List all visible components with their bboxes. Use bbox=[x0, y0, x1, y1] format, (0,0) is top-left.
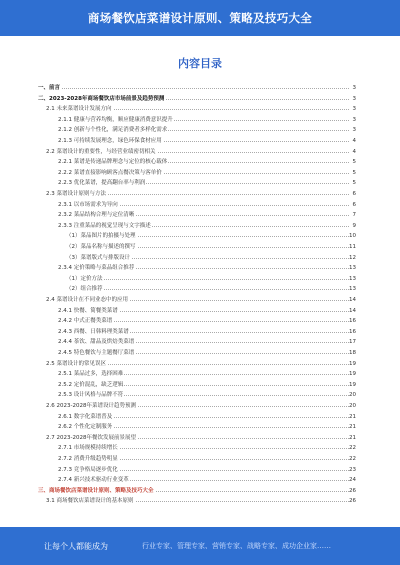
toc-entry-text: （1）菜品图片的拍摄与处理 bbox=[66, 233, 136, 240]
toc-page-number: 22 bbox=[349, 445, 356, 452]
toc-entry-text: 2.4.5 特色餐饮与主题餐厅菜谱 bbox=[58, 350, 135, 356]
toc-entry[interactable] bbox=[46, 402, 356, 410]
toc-page-number: 3 bbox=[349, 116, 356, 124]
toc-page-number: 19 bbox=[349, 371, 356, 378]
toc-page-number: 3 bbox=[349, 84, 356, 92]
toc-page-number: 6 bbox=[349, 190, 356, 198]
toc-entry[interactable] bbox=[58, 137, 356, 145]
toc-entry[interactable] bbox=[58, 444, 356, 452]
toc-page-number: 19 bbox=[349, 360, 356, 367]
toc-page-number: 14 bbox=[349, 307, 356, 314]
toc-entry[interactable] bbox=[66, 254, 356, 262]
toc-entry[interactable] bbox=[58, 328, 356, 336]
toc-page-number: 14 bbox=[349, 297, 356, 303]
toc-entry-text: 2.7 2023-2028年餐饮发展前景展望 bbox=[46, 434, 136, 441]
toc-entry[interactable] bbox=[46, 190, 356, 198]
toc-page-number: 21 bbox=[349, 424, 356, 431]
toc-entry[interactable] bbox=[58, 116, 356, 124]
toc-entry-text: 2.2.1 菜谱是传递品牌理念与定位的核心载体 bbox=[58, 159, 168, 166]
toc-page-number: 13 bbox=[349, 265, 356, 272]
toc-page-number: 10 bbox=[349, 233, 356, 240]
toc-page-number: 22 bbox=[349, 456, 356, 462]
toc-page-number: 17 bbox=[349, 339, 356, 346]
toc-page-number: 16 bbox=[349, 318, 356, 325]
toc-entry[interactable] bbox=[58, 455, 356, 463]
toc-page-number: 24 bbox=[349, 477, 356, 484]
toc-entry-text: 2.6.2 个性化定制服务 bbox=[58, 424, 113, 431]
toc-page-number: 9 bbox=[349, 222, 356, 230]
footer-slogan: 让每个人都能成为 bbox=[44, 542, 108, 551]
toc-entry[interactable] bbox=[46, 105, 356, 113]
toc-entry-text: （1）定价方法 bbox=[66, 275, 103, 282]
toc-entry[interactable] bbox=[58, 391, 356, 399]
toc-page-number: 3 bbox=[349, 105, 356, 113]
toc-entry[interactable] bbox=[58, 413, 356, 421]
toc-page-number: 18 bbox=[349, 350, 356, 356]
toc-page-number: 21 bbox=[349, 413, 356, 420]
toc-entry[interactable] bbox=[58, 381, 356, 389]
toc-entry-text: 2.6 2023-2028年菜谱设计趋势预测 bbox=[46, 403, 136, 409]
toc-entry-text: 2.4.1 快餐、简餐类菜谱 bbox=[58, 307, 118, 314]
toc-entry[interactable] bbox=[58, 264, 356, 272]
toc-entry[interactable] bbox=[66, 275, 356, 283]
toc-entry-text: （3）菜谱版式与排版设计 bbox=[66, 254, 131, 261]
toc-entry-text: 2.2.3 优化菜谱，提高翻台率与利润 bbox=[58, 180, 146, 187]
toc-page-number: 26 bbox=[349, 487, 356, 494]
toc-entry[interactable] bbox=[46, 360, 356, 368]
toc-entry-text: 2.7.1 市场规模持续增长 bbox=[58, 445, 118, 452]
toc-entry-text: 一、前言 bbox=[38, 85, 61, 91]
toc-entry[interactable] bbox=[46, 434, 356, 442]
toc-entry[interactable] bbox=[58, 222, 356, 230]
toc-entry[interactable] bbox=[58, 158, 356, 166]
toc-entry-text: 2.7.3 竞争格局逐步优化 bbox=[58, 466, 118, 473]
toc-leader-dots bbox=[76, 279, 349, 281]
toc-entry-text: 2.4.4 茶饮、甜品及烘焙类菜谱 bbox=[58, 339, 135, 346]
toc-entry[interactable] bbox=[58, 476, 356, 484]
toc-entry-text: 2.1.2 创新与个性化，满足消费者多样化需求 bbox=[58, 127, 168, 134]
toc-entry-text: 2.2.2 菜谱直接影响顾客点餐决策与客单价 bbox=[58, 169, 162, 176]
footer-roles: 行业专家、管理专家、营销专家、战略专家、成功企业家…… bbox=[142, 542, 331, 550]
toc-entry-text: 三、商场餐饮店菜谱设计原则、策略及技巧大全 bbox=[38, 487, 154, 494]
toc-entry-text: 2.3.1 以市场需求为导向 bbox=[58, 201, 118, 208]
toc-page-number: 5 bbox=[349, 158, 356, 166]
toc-entry[interactable] bbox=[46, 497, 356, 505]
toc-page-number: 5 bbox=[349, 169, 356, 177]
toc-page-number: 26 bbox=[349, 498, 356, 505]
toc-page-number: 12 bbox=[349, 254, 356, 261]
toc-page-number: 13 bbox=[349, 286, 356, 293]
toc-entry-text: 2.5 菜谱设计的常见误区 bbox=[46, 360, 106, 367]
document-title: 商场餐饮店菜谱设计原则、策略及技巧大全 bbox=[87, 11, 313, 25]
toc-page-number: 21 bbox=[349, 434, 356, 441]
toc-entry-text: 2.3 菜谱设计原则与方法 bbox=[46, 191, 106, 197]
toc-page-number: 3 bbox=[349, 126, 356, 134]
toc-leader-dots bbox=[76, 289, 349, 291]
toc-page-number: 23 bbox=[349, 466, 356, 473]
toc-entry-text: 2.3.4 定价策略与菜品组合推荐 bbox=[58, 265, 135, 272]
toc-entry-text: 2.7.4 新兴技术驱动行业变革 bbox=[58, 477, 129, 484]
toc-entry-text: 2.7.2 消费升级趋势明显 bbox=[58, 456, 118, 462]
toc-entry-text: 2.1.1 健康与营养均衡，顺应健康消费意识提升 bbox=[58, 116, 173, 123]
toc-page-number: 13 bbox=[349, 275, 356, 282]
toc-page-number: 7 bbox=[349, 211, 356, 219]
toc-entry-text: 2.1.3 可持续发展理念，绿色环保食材应用 bbox=[58, 138, 162, 144]
toc-entry[interactable] bbox=[58, 126, 356, 134]
toc-entry[interactable] bbox=[58, 201, 356, 209]
toc-entry-text: 2.3.2 菜品结构合理与定位清晰 bbox=[58, 212, 135, 219]
toc-page-number: 19 bbox=[349, 381, 356, 388]
toc-entry[interactable] bbox=[58, 211, 356, 219]
toc-entry[interactable] bbox=[58, 169, 356, 177]
toc-page-number: 16 bbox=[349, 328, 356, 335]
toc-entry[interactable] bbox=[38, 84, 356, 92]
table-of-contents bbox=[38, 84, 356, 514]
toc-page-number: 3 bbox=[349, 95, 356, 103]
toc-entry[interactable] bbox=[46, 148, 356, 156]
toc-entry[interactable] bbox=[58, 338, 356, 346]
footer-band bbox=[0, 527, 400, 565]
toc-entry-text: 2.5.1 菜品过多，选择困难 bbox=[58, 371, 124, 378]
toc-page-number: 4 bbox=[349, 148, 356, 156]
toc-entry-text: 2.6.1 数字化菜谱普及 bbox=[58, 413, 113, 420]
toc-entry[interactable] bbox=[66, 232, 356, 240]
header-band bbox=[0, 0, 400, 36]
toc-entry[interactable] bbox=[58, 349, 356, 357]
toc-page-number: 6 bbox=[349, 201, 356, 209]
toc-leader-dots bbox=[48, 88, 349, 90]
toc-entry-text: 2.3.3 注重菜品的视觉呈现与文字描述 bbox=[58, 222, 151, 229]
toc-entry-text: 2.5.2 定价混乱，缺乏逻辑 bbox=[58, 381, 124, 388]
toc-entry[interactable] bbox=[58, 423, 356, 431]
toc-page-number: 20 bbox=[349, 403, 356, 409]
toc-entry-text: （2）组合推荐 bbox=[66, 286, 103, 293]
toc-entry-text: 2.5.3 设计风格与品牌不符 bbox=[58, 392, 124, 399]
toc-entry-text: 2.2 菜谱设计的重要性，与经营业绩密切相关 bbox=[46, 148, 156, 155]
toc-page-number: 11 bbox=[349, 244, 356, 250]
toc-entry[interactable] bbox=[58, 466, 356, 474]
toc-entry[interactable] bbox=[58, 179, 356, 187]
toc-entry-text: 2.4.3 西餐、日韩料理类菜谱 bbox=[58, 328, 129, 335]
toc-entry-text: （2）菜品名称与描述的撰写 bbox=[66, 244, 136, 250]
toc-entry[interactable] bbox=[58, 317, 356, 325]
toc-entry-text: 二、2023-2028年商场餐饮店市场前景及趋势预测 bbox=[38, 95, 165, 102]
toc-page-number: 4 bbox=[349, 137, 356, 145]
toc-entry-text: 2.4 菜谱设计在不同业态中的应用 bbox=[46, 297, 128, 303]
toc-entry[interactable] bbox=[66, 243, 356, 251]
toc-entry[interactable] bbox=[58, 307, 356, 315]
toc-entry[interactable] bbox=[38, 487, 356, 495]
toc-entry-text: 2.1 未来菜谱设计发展方向 bbox=[46, 106, 112, 113]
toc-entry[interactable] bbox=[66, 285, 356, 293]
toc-entry[interactable] bbox=[38, 95, 356, 103]
toc-page-number: 5 bbox=[349, 179, 356, 187]
toc-entry[interactable] bbox=[58, 370, 356, 378]
toc-entry-text: 3.1 商场餐饮店菜谱设计的基本原则 bbox=[46, 498, 134, 505]
toc-heading: 内容目录 bbox=[178, 57, 222, 70]
toc-entry-text: 2.4.2 中式正餐类菜谱 bbox=[58, 318, 113, 325]
toc-page-number: 20 bbox=[349, 392, 356, 399]
toc-entry[interactable] bbox=[46, 296, 356, 304]
